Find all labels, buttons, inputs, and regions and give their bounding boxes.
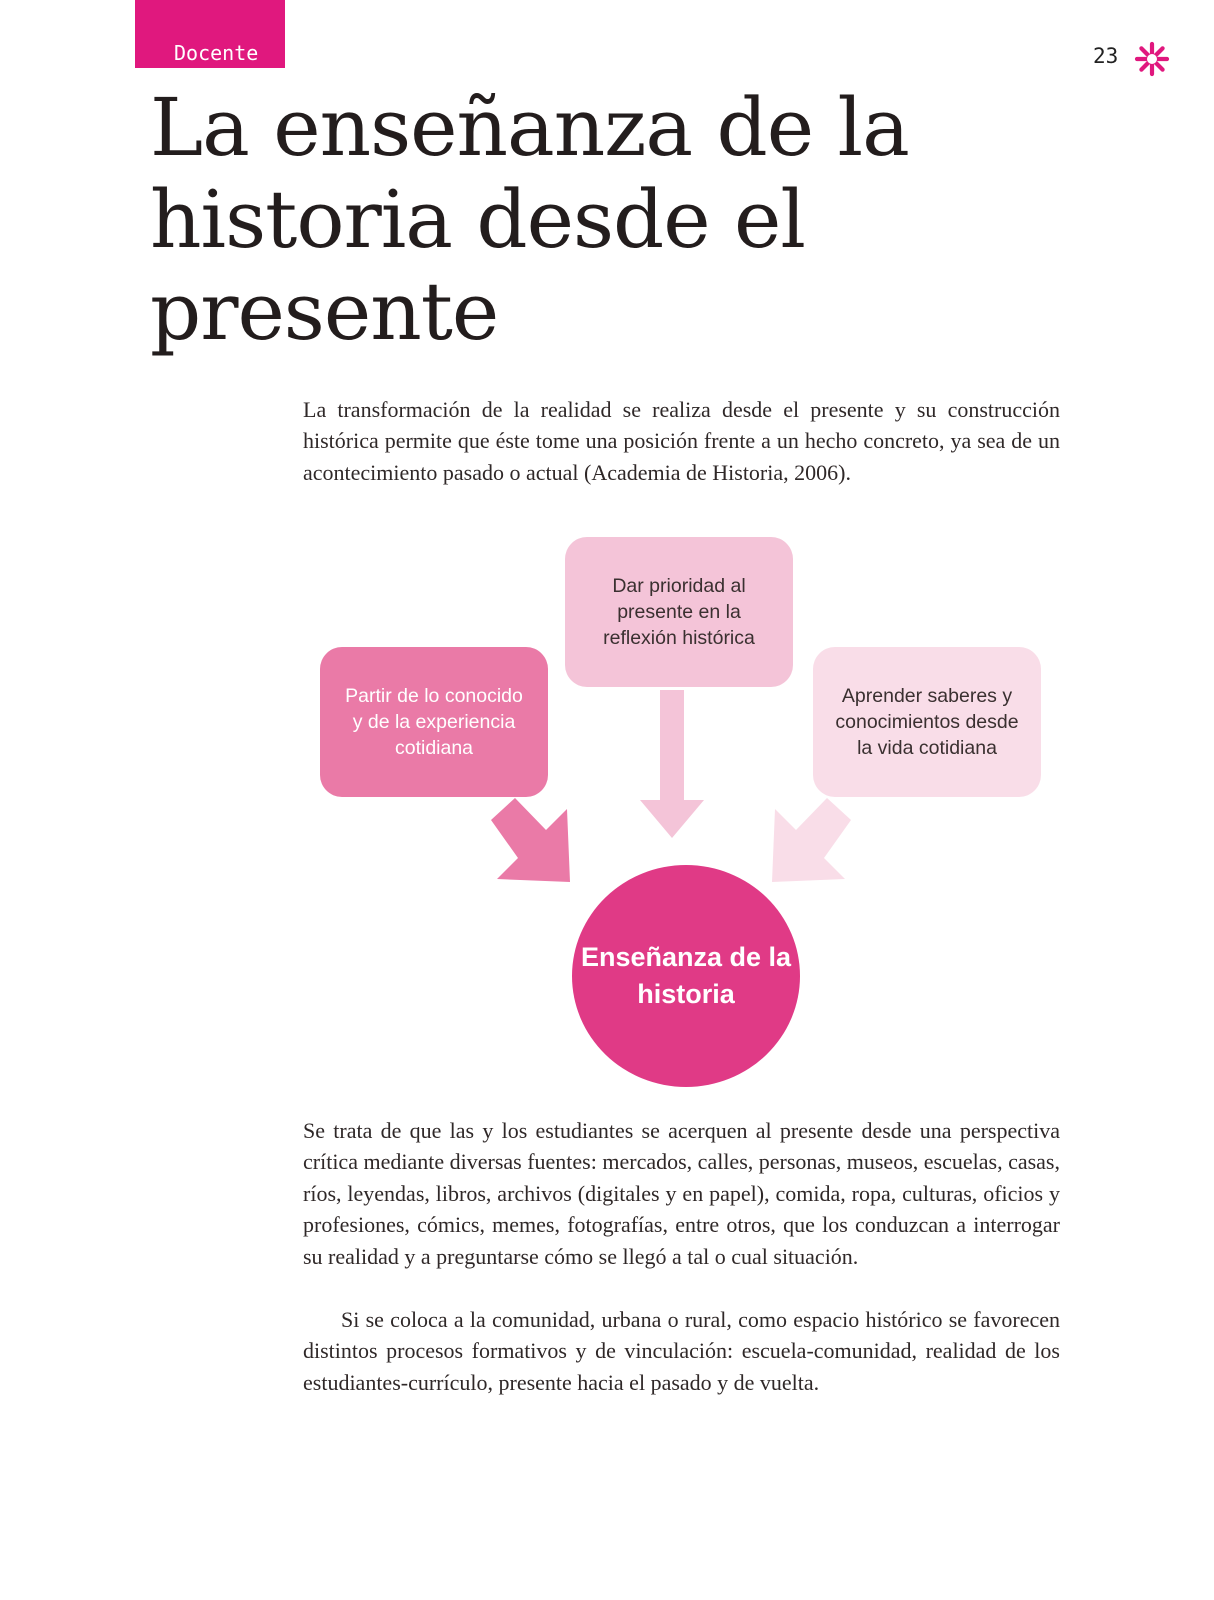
box-present-priority: Dar prioridad al presente en la reflexión histórica xyxy=(565,537,793,687)
body-paragraph-1: Se trata de que las y los estudiantes se acerquen al presente desde una perspectiva crítica mediante diversas fuentes: mercados, calles, personas, museos, escuelas, casas, ríos, leyendas, libros, archivos (digitales y en papel), comida, ropa, culturas, oficios y profesiones, cómics, memes, fotografías, entre otros, que los conduzcan a interrogar su realidad y a preguntarse cómo se llegó a tal o cual situación. xyxy=(303,1118,1060,1269)
intro-paragraph: La transformación de la realidad se realiza desde el presente y su construcción histórica permite que éste tome una posición frente a un hecho concreto, ya sea de un acontecimiento pasado o actual (Academia de Historia, 2006). xyxy=(303,397,1060,485)
asterisk-star-icon xyxy=(1134,41,1170,77)
arrow-down-icon xyxy=(640,690,704,838)
page-title: La enseñanza de la historia desde el presente xyxy=(150,81,909,358)
box-daily-knowledge: Aprender saberes y conocimientos desde la vida cotidiana xyxy=(813,647,1041,797)
concept-diagram xyxy=(300,530,1060,1100)
arrow-left-icon xyxy=(491,798,570,882)
box-known-experience: Partir de lo conocido y de la experiencia cotidiana xyxy=(320,647,548,797)
arrow-right-icon xyxy=(772,798,851,882)
center-circle-history-teaching: Enseñanza de la historia xyxy=(572,865,800,1087)
section-tab: Docente xyxy=(135,0,285,68)
body-paragraph-2: Si se coloca a la comunidad, urbana o rural, como espacio histórico se favorecen distintos procesos formativos y de vinculación: escuela-comunidad, realidad de los estudiantes-currículo, presente hacia el pasado y de vuelta. xyxy=(303,1307,1060,1395)
page-number: 23 xyxy=(1093,44,1119,68)
